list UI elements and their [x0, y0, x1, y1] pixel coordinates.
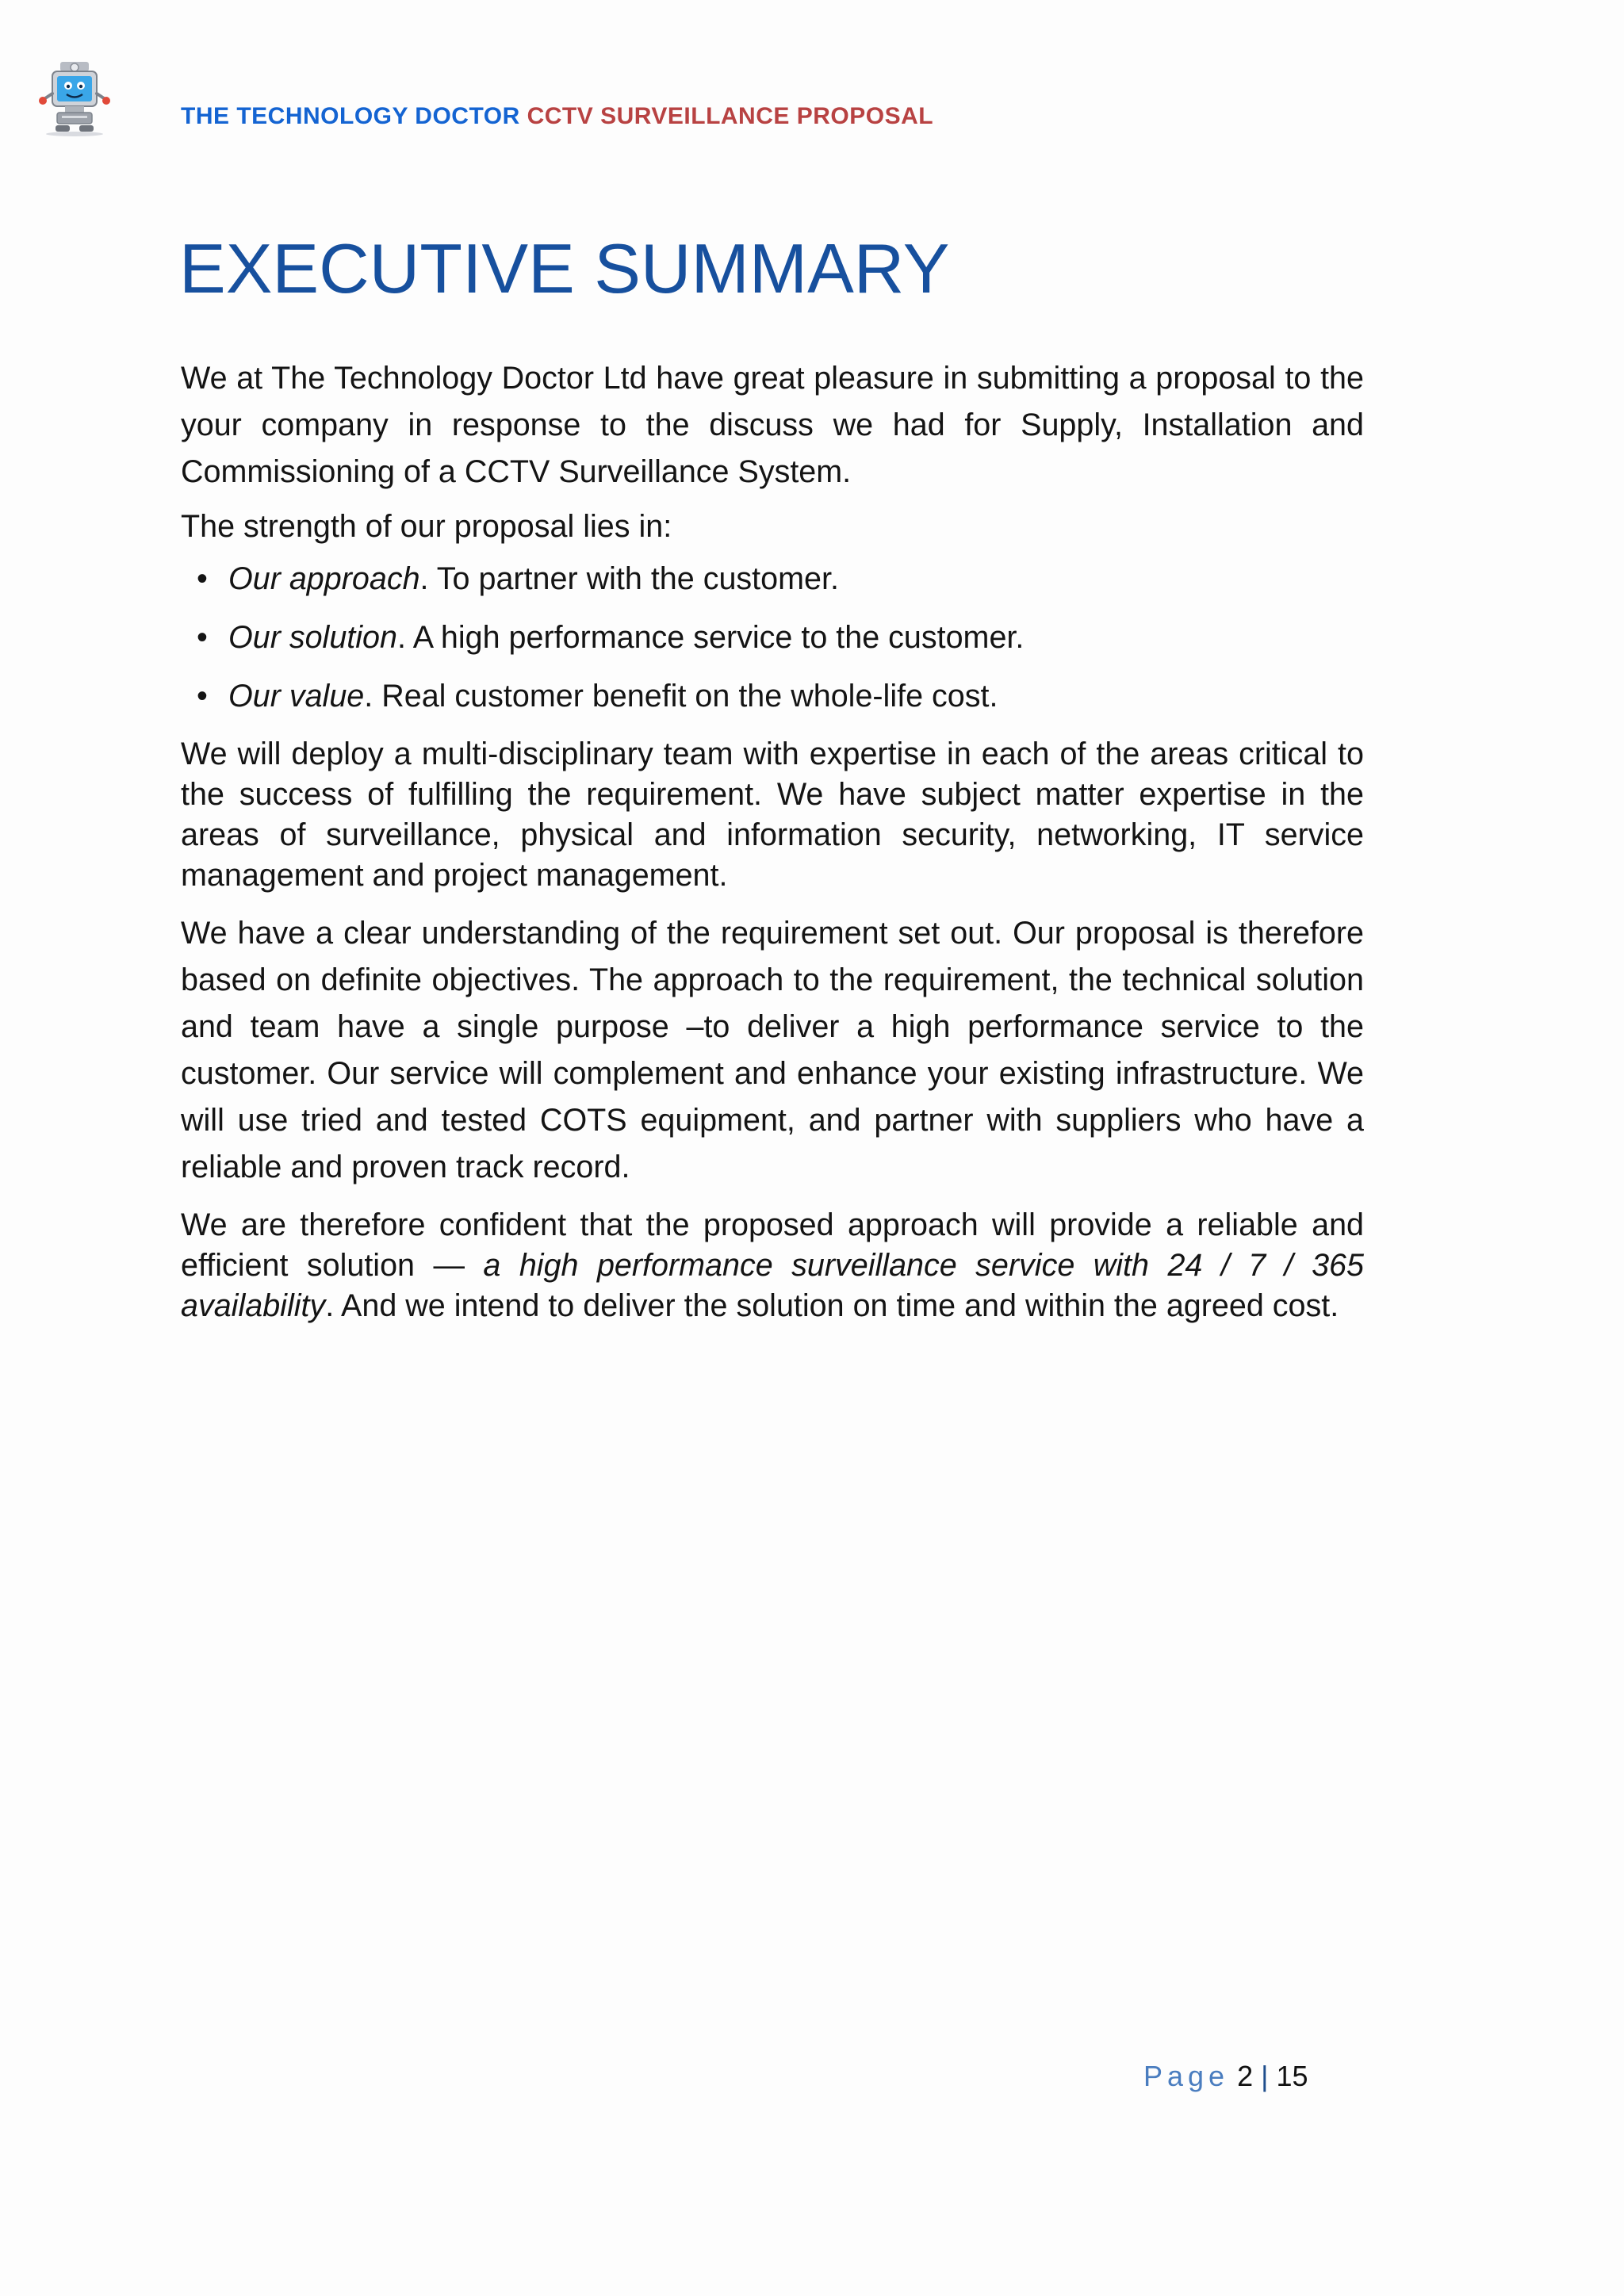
- page-title: EXECUTIVE SUMMARY: [179, 229, 950, 308]
- page-footer: [1143, 2060, 1308, 2093]
- bullet-glyph: •: [197, 679, 208, 714]
- list-item: [197, 561, 1364, 596]
- bullet-glyph: •: [197, 561, 208, 596]
- bullet-label: Our approach: [228, 561, 420, 596]
- bullet-text: . A high performance service to the customer.: [396, 620, 1025, 655]
- bullet-text: . To partner with the customer.: [419, 561, 839, 596]
- confidence-emphasis: a high performance surveillance service with 24 / 7 / 365 availability: [181, 1248, 1364, 1323]
- list-item: [197, 679, 1364, 714]
- doctor-computer-mascot-icon: [38, 60, 111, 136]
- footer-page-word: Page: [1143, 2060, 1230, 2092]
- confidence-part-2: . And we intend to deliver the solution on time and within the agreed cost.: [325, 1288, 1339, 1323]
- team-paragraph: We will deploy a multi-disciplinary team with expertise in each of the areas critical to the success of fulfilling the requirement. We have subject matter expertise in the areas of surveillance, physical and information security, networking, IT service management and project management.: [181, 737, 1364, 893]
- footer-total-pages: 15: [1276, 2060, 1308, 2092]
- bullet-glyph: •: [197, 620, 208, 655]
- intro-paragraph: We at The Technology Doctor Ltd have great pleasure in submitting a proposal to the your company in response to the discuss we had for Supply, Installation and Commissioning of a CCTV Surveillance System.: [181, 361, 1364, 489]
- header-doc-type: CCTV SURVEILLANCE PROPOSAL: [527, 103, 934, 129]
- footer-separator: |: [1261, 2060, 1269, 2092]
- strength-lead: The strength of our proposal lies in:: [181, 509, 672, 544]
- footer-page-number: 2: [1237, 2060, 1254, 2092]
- bullet-label: Our value: [228, 679, 365, 714]
- bullet-label: Our solution: [228, 620, 397, 655]
- understanding-paragraph: We have a clear understanding of the requirement set out. Our proposal is therefore based on definite objectives. The approach to the requirement, the technical solution and team have a single purpose –to deliver a high performance service to the customer. Our service will complement and enhance your existing infrastructure. We will use tried and tested COTS equipment, and partner with suppliers who have a reliable and proven track record.: [181, 916, 1364, 1184]
- strength-list: [181, 561, 1364, 714]
- confidence-paragraph: [181, 1205, 1364, 1326]
- document-body: [181, 355, 1364, 1326]
- bullet-text: . Real customer benefit on the whole-life cost.: [364, 679, 998, 714]
- list-item: [197, 620, 1364, 655]
- running-header: [181, 103, 933, 130]
- confidence-part-1: We are therefore confident that the proposed approach will provide a reliable and efficient solution —: [181, 1207, 1364, 1283]
- header-company: THE TECHNOLOGY DOCTOR: [181, 103, 520, 129]
